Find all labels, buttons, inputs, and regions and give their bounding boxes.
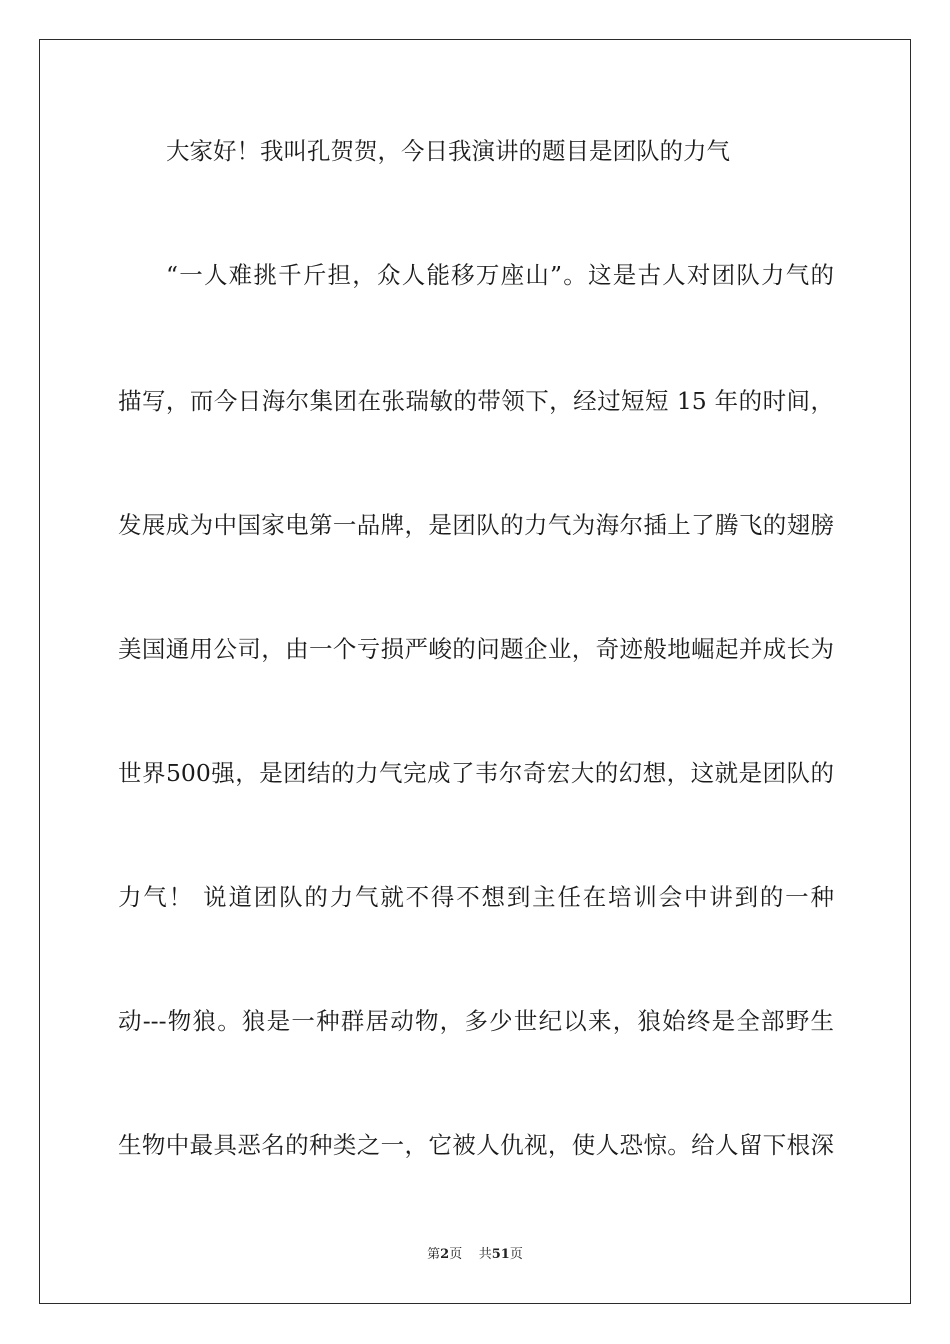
current-page-number: 2 [440, 1247, 450, 1262]
total-page-count: 51 [491, 1247, 510, 1262]
text-line-6: 世界500强，是团结的力气完成了韦尔奇宏大的幻想，这就是团队的 [118, 759, 834, 787]
footer-prefix: 第 [427, 1247, 441, 1262]
page-border [39, 39, 911, 1304]
footer-suffix: 页 [509, 1247, 523, 1262]
page-footer [0, 1246, 950, 1264]
text-line-2: “一人难挑千斤担，众人能移万座山”。这是古人对团队力气的 [166, 261, 834, 289]
footer-middle: 页 共 [449, 1247, 492, 1262]
text-line-3: 描写，而今日海尔集团在张瑞敏的带领下，经过短短 15 年的时间， [118, 387, 834, 415]
text-line-9: 生物中最具恶名的种类之一，它被人仇视，使人恐惊。给人留下根深 [118, 1131, 834, 1159]
text-line-4: 发展成为中国家电第一品牌，是团队的力气为海尔插上了腾飞的翅膀 [118, 511, 834, 539]
text-line-5: 美国通用公司，由一个亏损严峻的问题企业，奇迹般地崛起并成长为 [118, 635, 834, 663]
text-line-1: 大家好！我叫孔贺贺，今日我演讲的题目是团队的力气 [166, 137, 730, 165]
text-line-8: 动---物狼。狼是一种群居动物，多少世纪以来，狼始终是全部野生 [118, 1007, 834, 1035]
text-line-7: 力气！ 说道团队的力气就不得不想到主任在培训会中讲到的一种 [118, 883, 834, 911]
